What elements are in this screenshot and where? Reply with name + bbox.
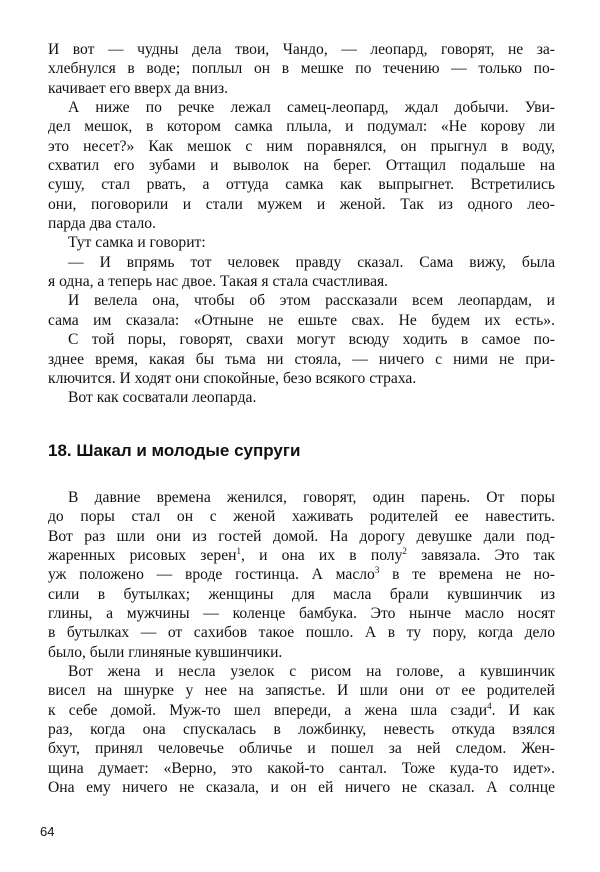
text-segment: висел на шнурке у нее на запястье. И шли они от ее родителей: [48, 682, 555, 700]
story-body-text: [48, 488, 555, 798]
text-line: сушу, стал рвать, а оттуда самка как выпрыгнет. Встретились: [48, 176, 555, 194]
text-line: Тут самка и говорит:: [68, 234, 206, 252]
text-line: схватил его зубами и выволок на берег. Оттащил подальше на: [48, 157, 555, 175]
text-segment: , и она их в полу: [240, 547, 403, 565]
text-line: ключится. И ходят они спокойные, безо всякого страха.: [48, 369, 417, 387]
text-line: [48, 488, 555, 507]
text-line: [48, 759, 555, 778]
text-line: [48, 778, 555, 797]
footnote-marker[interactable]: 2: [402, 546, 407, 557]
text-line: они, поговорили и стали мужем и женой. Так из одного лео-: [48, 195, 555, 213]
text-segment: сили в бутылках; женщины для масла брали кувшинчик из: [48, 585, 555, 603]
text-segment: бхут, принял человечье обличье и пошел за ней следом. Жен-: [48, 740, 555, 758]
text-line: И вот — чудны дела твои, Чандо, — леопард, говорят, не за-: [48, 41, 555, 58]
text-line: дел мешок, в котором самка плыла, и подумал: «Не корову ли: [48, 118, 555, 136]
text-line: [48, 739, 555, 758]
text-line: А ниже по речке лежал самец-леопард, ждал добычи. Уви-: [68, 99, 555, 117]
story-ending-text: [48, 40, 555, 408]
text-line: это несет?» Как мешок с ним поравнялся, он прыгнул в воду,: [48, 137, 555, 155]
text-segment: Вот раз шли они из гостей домой. На дорогу девушке дали под-: [48, 527, 555, 545]
text-line: сама им сказала: «Отныне не ешьте свах. Не будем их есть».: [48, 311, 555, 329]
text-line: [48, 507, 555, 526]
text-line: Вот как сосватали леопарда.: [68, 389, 257, 407]
text-line: [48, 565, 555, 584]
text-segment: до поры стал он с женой хаживать родителей ее навестить.: [48, 508, 555, 526]
text-segment: уж положено — вроде гостинца. А масло: [48, 566, 375, 584]
text-line: [48, 720, 555, 739]
text-line: [48, 681, 555, 700]
text-segment: Она ему ничего не сказала, и он ей ничего не сказал. А солнце: [48, 779, 555, 797]
text-line: [48, 701, 555, 720]
text-segment: В давние времена женился, говорят, один парень. От поры: [68, 489, 555, 506]
footnote-marker[interactable]: 1: [236, 546, 241, 557]
text-segment: раз, когда она спускалась в ложбинку, невесть откуда взялся: [48, 721, 555, 739]
text-line: [48, 623, 555, 642]
text-line: [48, 527, 555, 546]
text-line: С той поры, говорят, свахи могут всюду ходить в самое по-: [68, 331, 555, 349]
text-segment: в те времена не но-: [379, 566, 555, 584]
text-line: [48, 662, 555, 681]
text-segment: было, были глиняные кувшинчики.: [48, 643, 283, 661]
text-line: И велела она, чтобы об этом рассказали всем леопардам, и: [68, 292, 555, 310]
text-line: [48, 643, 555, 662]
text-line: я одна, а теперь нас двое. Такая я стала счастливая.: [48, 273, 389, 291]
page-number: 64: [40, 824, 55, 839]
text-line: [48, 585, 555, 604]
text-line: парда два стало.: [48, 215, 156, 233]
text-line: хлебнулся в воде; поплыл он в мешке по течению — только по-: [48, 60, 555, 78]
text-segment: жаренных рисовых зерен: [48, 547, 237, 565]
text-line: качивает его вверх да вниз.: [48, 79, 229, 97]
text-segment: . И как: [491, 701, 556, 719]
text-line: [48, 546, 555, 565]
text-segment: к себе домой. Муж-то шел впереди, а жена шла сзади: [48, 701, 488, 719]
text-line: — И впрямь тот человек правду сказал. Сама вижу, была: [68, 253, 555, 271]
text-segment: щина думает: «Верно, это какой-то сантал. Тоже куда-то идет».: [48, 759, 555, 777]
footnote-marker[interactable]: 3: [374, 565, 380, 576]
text-segment: глины, а мужчины — коленце бамбука. Это нынче масло носят: [48, 605, 555, 623]
text-segment: завязала. Это так: [406, 547, 555, 565]
text-segment: Вот жена и несла узелок с рисом на голове, а кувшинчик: [68, 663, 555, 681]
footnote-marker[interactable]: 4: [487, 700, 492, 711]
text-line: зднее время, какая бы тьма ни стояла, — ничего с ними не при-: [48, 350, 555, 368]
text-segment: в бутылках — от сахибов такое пошло. А в ту пору, когда дело: [48, 624, 555, 642]
section-heading: 18. Шакал и молодые супруги: [48, 441, 301, 460]
text-line: [48, 604, 555, 623]
